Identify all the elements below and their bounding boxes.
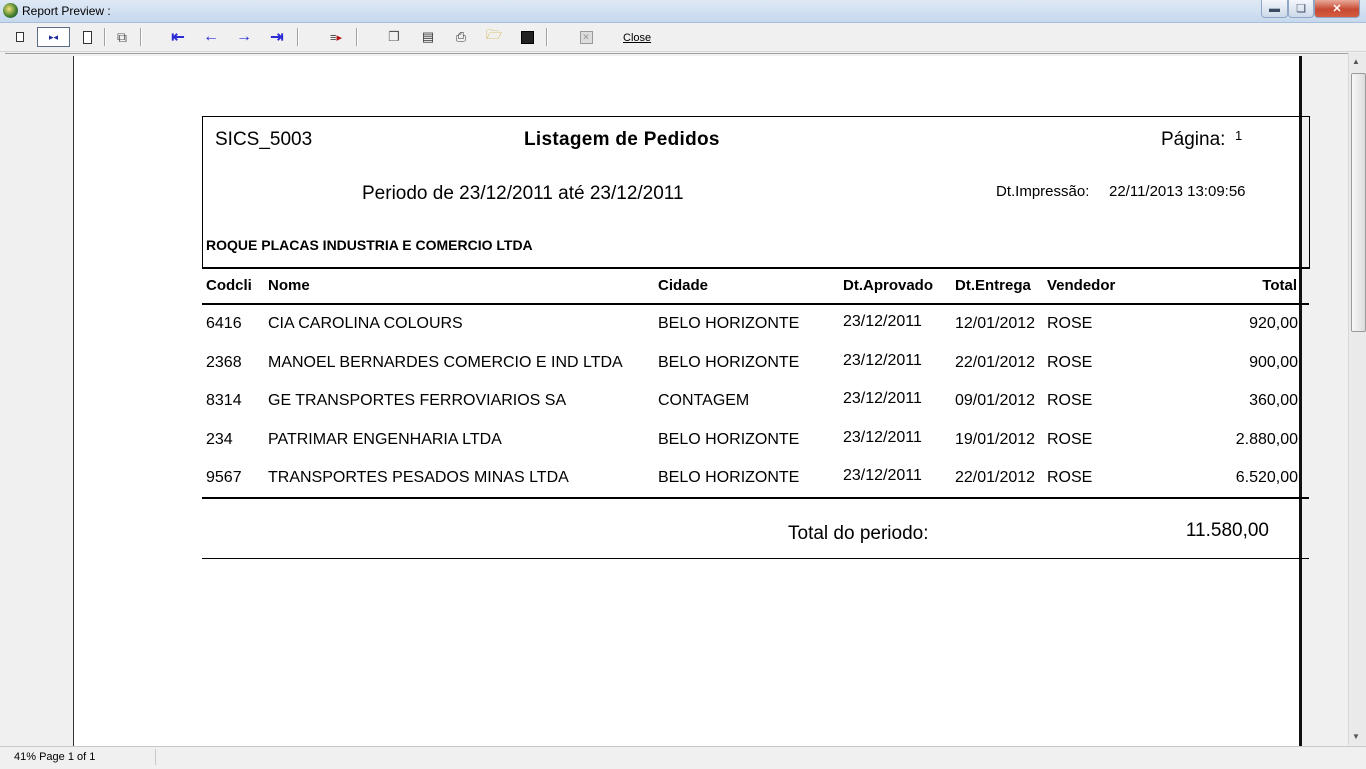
scroll-up-icon[interactable]: ▲ xyxy=(1352,57,1360,66)
column-header-cidade: Cidade xyxy=(658,277,709,294)
scroll-down-icon[interactable]: ▼ xyxy=(1352,732,1360,741)
report-period: Periodo de 23/12/2011 até 23/12/2011 xyxy=(362,183,684,204)
vertical-scrollbar[interactable] xyxy=(1348,53,1366,745)
cell-vendedor: ROSE xyxy=(1047,469,1093,486)
cell-dt-entrega: 22/01/2012 xyxy=(955,469,1036,486)
cell-total: 360,00 xyxy=(1249,392,1298,409)
cell-dt-entrega: 09/01/2012 xyxy=(955,392,1036,409)
zoom-page-status: 41% Page 1 of 1 xyxy=(2,749,156,765)
cell-vendedor: ROSE xyxy=(1047,354,1093,371)
page-width-view-button[interactable] xyxy=(37,27,70,47)
floppy-disk-icon xyxy=(521,31,534,44)
total-value: 11.580,00 xyxy=(1185,520,1269,541)
header-divider-top xyxy=(202,267,1310,269)
page-width-icon: ▸◂ xyxy=(48,31,59,42)
column-header-dt-aprovado: Dt.Aprovado xyxy=(843,277,933,294)
go-to-page-icon: ≡▸ xyxy=(330,31,342,44)
cell-total: 6.520,00 xyxy=(1235,469,1298,486)
copy-button[interactable] xyxy=(383,27,405,47)
title-bar xyxy=(0,0,1366,23)
total-label: Total do periodo: xyxy=(788,523,929,544)
next-page-button[interactable] xyxy=(233,27,255,47)
report-code: SICS_5003 xyxy=(215,129,313,150)
cell-dt-aprovado: 23/12/2011 xyxy=(843,429,922,446)
printer-icon: ⎙ xyxy=(455,29,467,44)
maximize-button[interactable]: ❏ xyxy=(1288,0,1314,18)
stop-button[interactable] xyxy=(575,27,597,47)
single-page-icon xyxy=(16,32,24,42)
cell-codcli: 9567 xyxy=(206,469,242,486)
previous-page-button[interactable] xyxy=(200,27,222,47)
cell-nome: TRANSPORTES PESADOS MINAS LTDA xyxy=(268,469,569,486)
cell-dt-aprovado: 23/12/2011 xyxy=(843,313,922,330)
cell-cidade: BELO HORIZONTE xyxy=(658,354,800,371)
minimize-button[interactable]: ▬ xyxy=(1261,0,1288,18)
cell-total: 2.880,00 xyxy=(1235,431,1298,448)
rows-bottom-divider xyxy=(202,497,1309,499)
report-viewport[interactable] xyxy=(5,53,1348,746)
column-header-nome: Nome xyxy=(268,277,310,294)
cell-vendedor: ROSE xyxy=(1047,431,1093,448)
column-header-vendedor: Vendedor xyxy=(1047,277,1116,294)
last-page-icon: ⇥ xyxy=(270,29,284,46)
cell-codcli: 6416 xyxy=(206,315,242,332)
cell-dt-entrega: 19/01/2012 xyxy=(955,431,1036,448)
column-header-total: Total xyxy=(1262,277,1297,294)
multi-page-view-button[interactable] xyxy=(111,27,133,47)
cell-cidade: BELO HORIZONTE xyxy=(658,469,800,486)
stop-icon: ✕ xyxy=(580,31,593,44)
close-window-button[interactable]: ✕ xyxy=(1314,0,1360,18)
cell-dt-aprovado: 23/12/2011 xyxy=(843,390,922,407)
column-header-codcli: Codcli xyxy=(206,277,252,294)
page-number: 1 xyxy=(1235,128,1243,143)
print-button[interactable] xyxy=(450,27,472,47)
cell-codcli: 234 xyxy=(206,431,233,448)
go-to-page-button[interactable] xyxy=(325,27,347,47)
cell-codcli: 2368 xyxy=(206,354,242,371)
open-button[interactable] xyxy=(483,27,505,47)
cell-total: 920,00 xyxy=(1249,315,1298,332)
arrow-right-icon: → xyxy=(236,28,252,45)
cell-nome: GE TRANSPORTES FERROVIARIOS SA xyxy=(268,392,567,409)
full-page-icon xyxy=(83,31,92,44)
print-date-value: 22/11/2013 13:09:56 xyxy=(1109,183,1246,200)
cell-dt-entrega: 22/01/2012 xyxy=(955,354,1036,371)
cell-vendedor: ROSE xyxy=(1047,392,1093,409)
cell-total: 900,00 xyxy=(1249,354,1298,371)
header-divider-bottom xyxy=(202,303,1309,305)
printer-setup-icon: ▤ xyxy=(421,29,435,44)
cell-dt-aprovado: 23/12/2011 xyxy=(843,352,922,369)
close-preview-link[interactable]: Close xyxy=(623,32,652,44)
folder-open-icon: 🗁 xyxy=(485,27,503,42)
first-page-button[interactable] xyxy=(167,27,189,47)
cell-nome: MANOEL BERNARDES COMERCIO E IND LTDA xyxy=(268,354,623,371)
cell-dt-entrega: 12/01/2012 xyxy=(955,315,1036,332)
full-page-view-button[interactable] xyxy=(76,27,98,47)
toolbar xyxy=(0,23,1366,52)
cell-cidade: CONTAGEM xyxy=(658,392,750,409)
cell-nome: CIA CAROLINA COLOURS xyxy=(268,315,463,332)
copy-icon: ❐ xyxy=(388,29,400,44)
status-bar xyxy=(0,746,1366,769)
window-title: Report Preview : xyxy=(22,4,111,18)
cell-codcli: 8314 xyxy=(206,392,242,409)
report-page xyxy=(73,56,1302,746)
save-button[interactable] xyxy=(516,27,538,47)
report-title: Listagem de Pedidos xyxy=(524,129,720,150)
company-name: ROQUE PLACAS INDUSTRIA E COMERCIO LTDA xyxy=(206,237,533,253)
column-header-dt-entrega: Dt.Entrega xyxy=(955,277,1031,294)
scrollbar-thumb[interactable] xyxy=(1351,73,1366,332)
page-label: Página: xyxy=(1161,129,1226,150)
cell-cidade: BELO HORIZONTE xyxy=(658,315,800,332)
cell-vendedor: ROSE xyxy=(1047,315,1093,332)
arrow-left-icon: ← xyxy=(203,28,219,45)
single-page-view-button[interactable] xyxy=(9,27,31,47)
cell-nome: PATRIMAR ENGENHARIA LTDA xyxy=(268,431,502,448)
cell-dt-aprovado: 23/12/2011 xyxy=(843,467,922,484)
total-divider xyxy=(202,558,1309,559)
multi-page-icon: ⧉ xyxy=(117,28,127,45)
print-setup-button[interactable] xyxy=(417,27,439,47)
last-page-button[interactable] xyxy=(266,27,288,47)
app-globe-icon xyxy=(3,3,18,18)
first-page-icon: ⇤ xyxy=(171,29,185,46)
cell-cidade: BELO HORIZONTE xyxy=(658,431,800,448)
print-date-label: Dt.Impressão: xyxy=(996,183,1090,200)
